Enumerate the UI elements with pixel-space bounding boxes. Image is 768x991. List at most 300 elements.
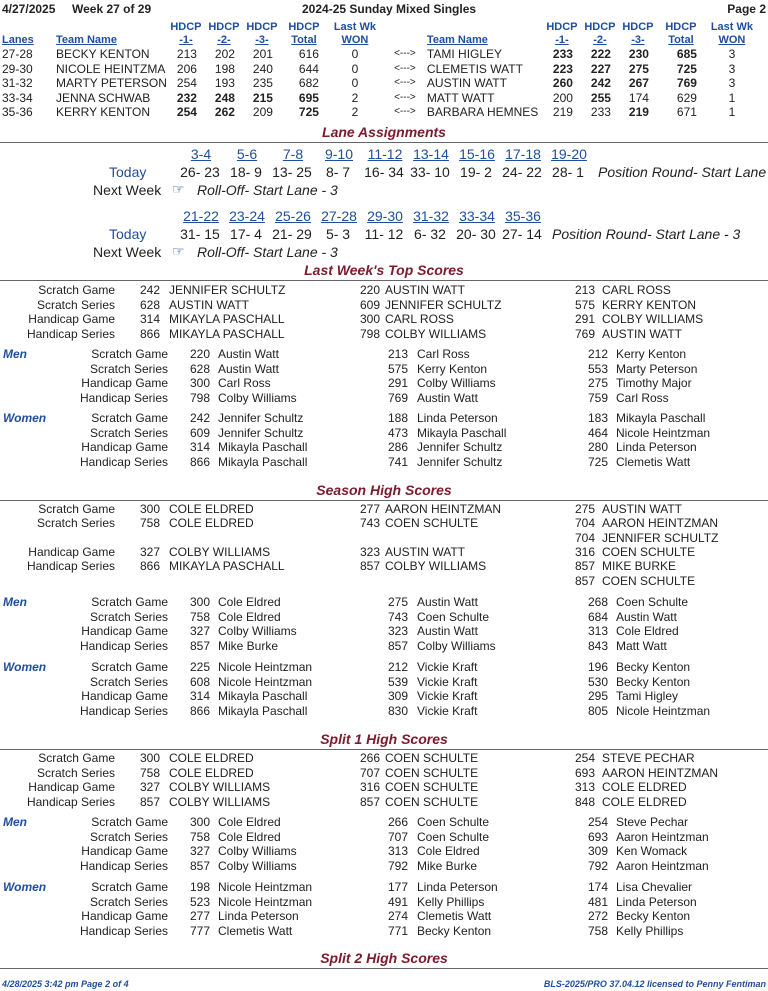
lane-pair-header: 29-30 [367, 208, 403, 224]
category-label: Scratch Game [91, 815, 168, 829]
score-value: 805 [587, 703, 608, 718]
score-value: 798 [189, 390, 210, 405]
bowler-name: AARON HEINTZMAN [602, 765, 719, 780]
score-value: 843 [587, 638, 608, 653]
lane-pair-header: 33-34 [459, 208, 495, 224]
col-hdcp-total-right: HDCP Total [665, 21, 697, 46]
score-value: 777 [189, 923, 210, 938]
score-cell: 222 [590, 47, 611, 61]
bowler-name: Carl Ross [417, 347, 470, 361]
bowler-name: COLE ELDRED [602, 780, 687, 794]
category-label: Handicap Series [79, 454, 168, 469]
report-date: 4/27/2025 [2, 2, 56, 16]
bowler-name: Nicole Heintzman [218, 880, 313, 894]
score-value: 473 [387, 425, 408, 440]
matchup-table [2, 21, 759, 120]
category-label: Scratch Game [91, 880, 168, 894]
score-value: 707 [359, 765, 380, 780]
team-name-cell: CLEMETIS WATT [426, 61, 523, 76]
bowler-name: Aaron Heintzman [616, 829, 709, 844]
score-cell: 671 [676, 105, 697, 119]
score-value: 323 [359, 545, 380, 559]
bowler-name: Aaron Heintzman [616, 858, 709, 873]
page-header [2, 2, 766, 16]
score-value: 212 [387, 660, 408, 674]
bowler-name: Cole Eldred [218, 815, 281, 829]
bowler-name: Tami Higley [616, 689, 679, 703]
bowler-name: Clemetis Watt [616, 454, 691, 469]
bowler-name: Jennifer Schultz [218, 425, 304, 440]
score-cell: 629 [676, 90, 697, 105]
lane-assignment-value: 19- 2 [460, 164, 492, 180]
score-value: 242 [139, 283, 160, 297]
table-row [2, 62, 759, 77]
category-label: Handicap Game [81, 624, 168, 638]
won-cell: 2 [351, 90, 359, 105]
bowler-name: Linda Peterson [616, 894, 697, 909]
score-value: 830 [387, 703, 408, 718]
score-value: 857 [189, 858, 210, 873]
score-value: 857 [189, 638, 210, 653]
category-label: Handicap Series [26, 559, 115, 573]
bowler-name: MIKAYLA PASCHALL [169, 326, 285, 341]
team-name-cell: MARTY PETERSON [56, 76, 167, 90]
lanes-cell: 35-36 [2, 105, 33, 119]
score-value: 693 [574, 765, 595, 780]
bowler-name: Lisa Chevalier [616, 880, 693, 894]
score-value: 196 [587, 660, 608, 674]
score-value: 327 [139, 780, 160, 794]
bowler-name: COEN SCHULTE [385, 794, 479, 809]
bowler-name: COLE ELDRED [169, 516, 254, 530]
score-value: 275 [574, 502, 595, 516]
bowler-name: AUSTIN WATT [385, 283, 465, 297]
category-label: Scratch Series [36, 297, 115, 312]
divider [0, 749, 768, 750]
score-value: 242 [189, 411, 210, 425]
bowler-name: COLBY WILLIAMS [602, 312, 704, 326]
bowler-name: AUSTIN WATT [169, 297, 249, 312]
lane-pair-header: 15-16 [459, 146, 495, 162]
bowler-name: JENNIFER SCHULTZ [169, 283, 286, 297]
score-cell: 198 [214, 61, 235, 76]
col-last-wk-won: Last Wk WON [333, 21, 377, 46]
bowler-name: Ken Womack [616, 844, 688, 858]
week-label: Week 27 of 29 [72, 2, 152, 16]
bowler-name: Colby Williams [417, 638, 496, 653]
lanes-cell: 33-34 [2, 90, 33, 105]
score-value: 857 [574, 574, 595, 588]
category-label: Scratch Series [89, 829, 168, 844]
bowler-name: Marty Peterson [616, 361, 698, 376]
col-team-name: Team Name [56, 34, 117, 46]
bowler-name: Austin Watt [417, 595, 478, 609]
score-cell: 201 [252, 47, 273, 61]
score-value: 866 [139, 559, 160, 573]
lanes-cell: 31-32 [2, 76, 33, 90]
bowler-name: Austin Watt [218, 361, 279, 376]
score-value: 266 [387, 815, 408, 829]
league-name: 2024-25 Sunday Mixed Singles [302, 2, 477, 16]
score-value: 300 [189, 815, 210, 829]
lane-pair-header: 3-4 [190, 146, 212, 162]
score-value: 857 [139, 794, 160, 809]
divider [0, 500, 768, 501]
bowler-name: Mike Burke [218, 638, 279, 653]
score-cell: 219 [628, 105, 649, 119]
won-cell: 3 [728, 47, 736, 61]
bowler-name: Mikayla Paschall [218, 454, 308, 469]
lane-pair-header: 9-10 [324, 146, 354, 162]
score-value: 177 [387, 880, 408, 894]
score-cell: 254 [176, 76, 197, 90]
score-cell: 240 [252, 61, 273, 76]
lane-pair-header: 13-14 [413, 146, 449, 162]
score-cell: 260 [552, 76, 573, 90]
score-value: 857 [359, 559, 380, 573]
next-week-label: Next Week [93, 182, 162, 198]
table-row [2, 47, 759, 62]
bowler-name: COEN SCHULTE [385, 516, 479, 530]
bowler-name: Kerry Kenton [417, 361, 488, 376]
next-week-text: Roll-Off- Start Lane - 3 [197, 244, 338, 260]
bowler-name: COEN SCHULTE [385, 751, 479, 765]
score-value: 866 [189, 703, 210, 718]
bowler-name: Becky Kenton [616, 674, 691, 689]
category-label: Handicap Game [28, 545, 115, 559]
score-value: 327 [139, 545, 160, 559]
bowler-name: Nicole Heintzman [218, 674, 313, 689]
bowler-name: Cole Eldred [218, 829, 281, 844]
score-value: 225 [189, 660, 210, 674]
score-value: 608 [189, 674, 210, 689]
bowler-name: Mikayla Paschall [616, 411, 706, 425]
score-value: 314 [189, 689, 210, 703]
score-cell: 682 [298, 76, 319, 90]
bowler-name: Colby Williams [417, 376, 496, 390]
bowler-name: Austin Watt [417, 390, 478, 405]
table-row [2, 76, 759, 91]
bowler-name: Colby Williams [218, 858, 297, 873]
score-value: 291 [574, 312, 595, 326]
won-cell: 3 [728, 61, 736, 76]
score-cell: 174 [628, 90, 649, 105]
team-name-cell: AUSTIN WATT [426, 76, 507, 90]
bowler-name: COLBY WILLIAMS [385, 326, 487, 341]
next-week-text: Roll-Off- Start Lane - 3 [197, 182, 338, 198]
next-week-label: Next Week [93, 244, 162, 260]
score-value: 300 [359, 312, 380, 326]
category-label: Handicap Series [79, 703, 168, 718]
score-value: 254 [587, 815, 608, 829]
bowler-name: COLE ELDRED [169, 751, 254, 765]
score-cell: 213 [176, 47, 197, 61]
bowler-name: Colby Williams [218, 624, 297, 638]
bowler-name: Jennifer Schultz [417, 454, 503, 469]
score-cell: 262 [214, 105, 235, 119]
score-value: 491 [387, 894, 408, 909]
versus-arrow: <---> [394, 77, 416, 88]
category-label: Handicap Game [81, 376, 168, 390]
score-value: 300 [189, 376, 210, 390]
category-label: Scratch Game [91, 660, 168, 674]
bowler-name: JENNIFER SCHULTZ [602, 531, 719, 545]
bowler-name: COEN SCHULTE [385, 765, 479, 780]
bowler-name: COLE ELDRED [169, 765, 254, 780]
score-cell: 227 [590, 61, 611, 76]
bowler-name: KERRY KENTON [602, 297, 697, 312]
lane-pair-header: 5-6 [236, 146, 258, 162]
score-value: 609 [359, 297, 380, 312]
bowler-name: Kelly Phillips [616, 923, 684, 938]
lane-assignment-value: 24- 22 [502, 164, 542, 180]
table-row [2, 105, 759, 120]
score-cell: 616 [298, 47, 319, 61]
score-value: 313 [387, 844, 408, 858]
col-lanes: Lanes [2, 34, 34, 46]
bowler-name: Austin Watt [616, 609, 677, 624]
score-value: 848 [574, 794, 595, 809]
bowler-name: Austin Watt [417, 624, 478, 638]
gender-label: Men [3, 347, 27, 361]
score-value: 866 [139, 326, 160, 341]
split1-title: Split 1 High Scores [320, 731, 448, 747]
lane-assignment-value: 5- 3 [325, 226, 351, 242]
bowler-name: Nicole Heintzman [218, 660, 313, 674]
score-value: 769 [387, 390, 408, 405]
category-label: Scratch Game [91, 411, 168, 425]
score-cell: 233 [590, 105, 611, 119]
score-cell: 206 [176, 61, 197, 76]
lane-assignment-value: 31- 15 [180, 226, 220, 242]
category-label: Scratch Game [91, 595, 168, 609]
bowler-name: Vickie Kraft [417, 674, 478, 689]
team-name-cell: MATT WATT [426, 90, 495, 105]
won-cell: 2 [351, 105, 359, 119]
versus-arrow: <---> [394, 91, 416, 103]
bowler-name: STEVE PECHAR [602, 751, 695, 765]
bowler-name: Nicole Heintzman [616, 425, 711, 440]
bowler-name: Becky Kenton [616, 909, 691, 923]
lane-assignment-value: 17- 4 [230, 226, 262, 242]
score-cell: 255 [590, 90, 611, 105]
score-value: 274 [387, 909, 408, 923]
split2-title: Split 2 High Scores [320, 950, 448, 966]
score-cell: 275 [628, 61, 649, 76]
score-value: 628 [139, 297, 160, 312]
lane-assignment-value: 27- 14 [502, 226, 542, 242]
score-value: 759 [587, 390, 608, 405]
score-value: 314 [139, 312, 160, 326]
lane-assignments-title: Lane Assignments [322, 124, 446, 140]
table-row [2, 91, 759, 106]
bowler-name: Mikayla Paschall [218, 703, 308, 718]
lane-pair-header: 31-32 [413, 208, 449, 224]
won-cell: 0 [351, 61, 359, 76]
score-value: 300 [139, 751, 160, 765]
gender-label: Women [3, 880, 47, 894]
score-value: 266 [359, 751, 380, 765]
bowler-name: CARL ROSS [385, 312, 454, 326]
lane-assignment-value: 28- 1 [552, 164, 584, 180]
score-cell: 219 [552, 105, 573, 119]
position-round-text: Position Round- Start Lane [598, 164, 767, 180]
bowler-name: Cole Eldred [417, 844, 480, 858]
versus-arrow: <---> [394, 62, 416, 74]
category-label: Scratch Series [89, 609, 168, 624]
lane-pair-header: 23-24 [229, 208, 265, 224]
category-label: Scratch Series [89, 674, 168, 689]
bowler-name: COLE ELDRED [602, 794, 687, 809]
bowler-name: Mikayla Paschall [218, 689, 308, 703]
bowler-name: AARON HEINTZMAN [385, 502, 502, 516]
score-value: 743 [387, 609, 408, 624]
category-label: Scratch Series [36, 765, 115, 780]
bowler-name: COLBY WILLIAMS [169, 794, 271, 809]
bowler-name: COEN SCHULTE [602, 545, 696, 559]
score-value: 277 [189, 909, 210, 923]
gender-label: Men [3, 815, 27, 829]
col-hdcp3: HDCP -3- [246, 21, 278, 46]
bowler-name: Cole Eldred [218, 609, 281, 624]
score-cell: 242 [590, 76, 611, 90]
bowler-name: AUSTIN WATT [385, 545, 465, 559]
score-value: 575 [574, 297, 595, 312]
bowler-name: Becky Kenton [417, 923, 492, 938]
lane-assignment-value: 11- 12 [364, 226, 404, 242]
score-cell: 232 [176, 90, 197, 105]
score-value: 684 [587, 609, 608, 624]
score-value: 213 [574, 283, 595, 297]
score-value: 758 [189, 609, 210, 624]
bowler-name: Cole Eldred [218, 595, 281, 609]
score-value: 188 [387, 411, 408, 425]
bowler-name: Clemetis Watt [218, 923, 293, 938]
category-label: Handicap Game [28, 312, 115, 326]
score-cell: 725 [298, 105, 319, 119]
score-value: 291 [387, 376, 408, 390]
footer-license: BLS-2025/PRO 37.04.12 licensed to Penny Fentiman [543, 979, 766, 989]
score-value: 523 [189, 894, 210, 909]
bowler-name: Mikayla Paschall [417, 425, 507, 440]
bowler-name: Linda Peterson [417, 880, 498, 894]
season-high-title: Season High Scores [316, 482, 452, 498]
team-name-cell: BECKY KENTON [56, 47, 150, 61]
score-value: 743 [359, 516, 380, 530]
pointing-hand-icon: ☞ [172, 181, 185, 197]
bowler-name: COLBY WILLIAMS [169, 780, 271, 794]
bowler-name: AUSTIN WATT [602, 326, 682, 341]
bowler-name: Jennifer Schultz [218, 411, 304, 425]
score-value: 220 [359, 283, 380, 297]
score-cell: 230 [628, 47, 649, 61]
bowler-name: Coen Schulte [616, 595, 689, 609]
page-number: Page 2 [727, 2, 766, 16]
versus-arrow: <---> [394, 106, 416, 117]
divider [0, 280, 768, 281]
category-label: Scratch Series [89, 361, 168, 376]
category-label: Handicap Game [81, 844, 168, 858]
score-cell: 193 [214, 76, 235, 90]
col-hdcp2: HDCP -2- [208, 21, 240, 46]
score-value: 857 [574, 559, 595, 573]
score-value: 704 [574, 516, 595, 530]
score-value: 254 [574, 751, 595, 765]
bowler-name: Linda Peterson [218, 909, 299, 923]
bowler-name: CARL ROSS [602, 283, 671, 297]
bowler-name: MIKE BURKE [602, 559, 677, 573]
score-value: 769 [574, 326, 595, 341]
bowler-name: Carl Ross [616, 390, 669, 405]
score-value: 309 [587, 844, 608, 858]
score-value: 183 [587, 411, 608, 425]
won-cell: 0 [351, 76, 359, 90]
category-label: Scratch Series [89, 425, 168, 440]
bowler-name: Kelly Phillips [417, 894, 485, 909]
score-cell: 725 [676, 61, 697, 76]
score-value: 313 [587, 624, 608, 638]
lanes-cell: 29-30 [2, 61, 33, 76]
score-cell: 248 [214, 90, 235, 105]
lane-assignment-value: 16- 34 [364, 164, 404, 180]
lane-pair-header: 35-36 [505, 208, 541, 224]
score-value: 530 [587, 674, 608, 689]
bowler-name: AUSTIN WATT [602, 502, 682, 516]
bowler-name: Linda Peterson [616, 440, 697, 454]
position-round-text: Position Round- Start Lane - 3 [552, 226, 741, 242]
score-value: 857 [387, 638, 408, 653]
score-cell: 769 [676, 76, 697, 90]
category-label: Handicap Game [81, 909, 168, 923]
bowler-name: Matt Watt [616, 638, 667, 653]
score-value: 212 [587, 347, 608, 361]
score-cell: 200 [552, 90, 573, 105]
won-cell: 0 [351, 47, 359, 61]
team-name-cell: NICOLE HEINTZMA [56, 61, 166, 76]
score-value: 275 [587, 376, 608, 390]
category-label: Handicap Game [81, 440, 168, 454]
team-name-cell: BARBARA HEMNES [426, 105, 539, 119]
score-value: 174 [587, 880, 608, 894]
divider [0, 142, 768, 143]
score-value: 771 [387, 923, 408, 938]
bowler-name: Nicole Heintzman [616, 703, 711, 718]
score-value: 309 [387, 689, 408, 703]
pointing-hand-icon: ☞ [172, 243, 185, 259]
score-cell: 254 [176, 105, 197, 119]
lane-assignment-value: 18- 9 [230, 164, 262, 180]
score-value: 866 [189, 454, 210, 469]
lane-assignment-value: 6- 32 [414, 226, 446, 242]
score-value: 539 [387, 674, 408, 689]
score-cell: 233 [552, 47, 573, 61]
score-value: 798 [359, 326, 380, 341]
bowler-name: Vickie Kraft [417, 689, 478, 703]
lane-assignment-value: 33- 10 [410, 164, 450, 180]
last-week-title: Last Week's Top Scores [304, 262, 464, 278]
score-value: 323 [387, 624, 408, 638]
lane-pair-header: 7-8 [282, 146, 304, 162]
bowler-name: MIKAYLA PASCHALL [169, 312, 285, 326]
team-name-cell: JENNA SCHWAB [56, 90, 151, 105]
score-cell: 644 [298, 61, 319, 76]
gender-label: Women [3, 411, 47, 425]
score-cell: 215 [252, 90, 273, 105]
bowler-name: Timothy Major [616, 376, 692, 390]
score-value: 277 [359, 502, 380, 516]
lane-assignment-value: 26- 23 [180, 164, 220, 180]
versus-arrow: <---> [394, 48, 416, 59]
